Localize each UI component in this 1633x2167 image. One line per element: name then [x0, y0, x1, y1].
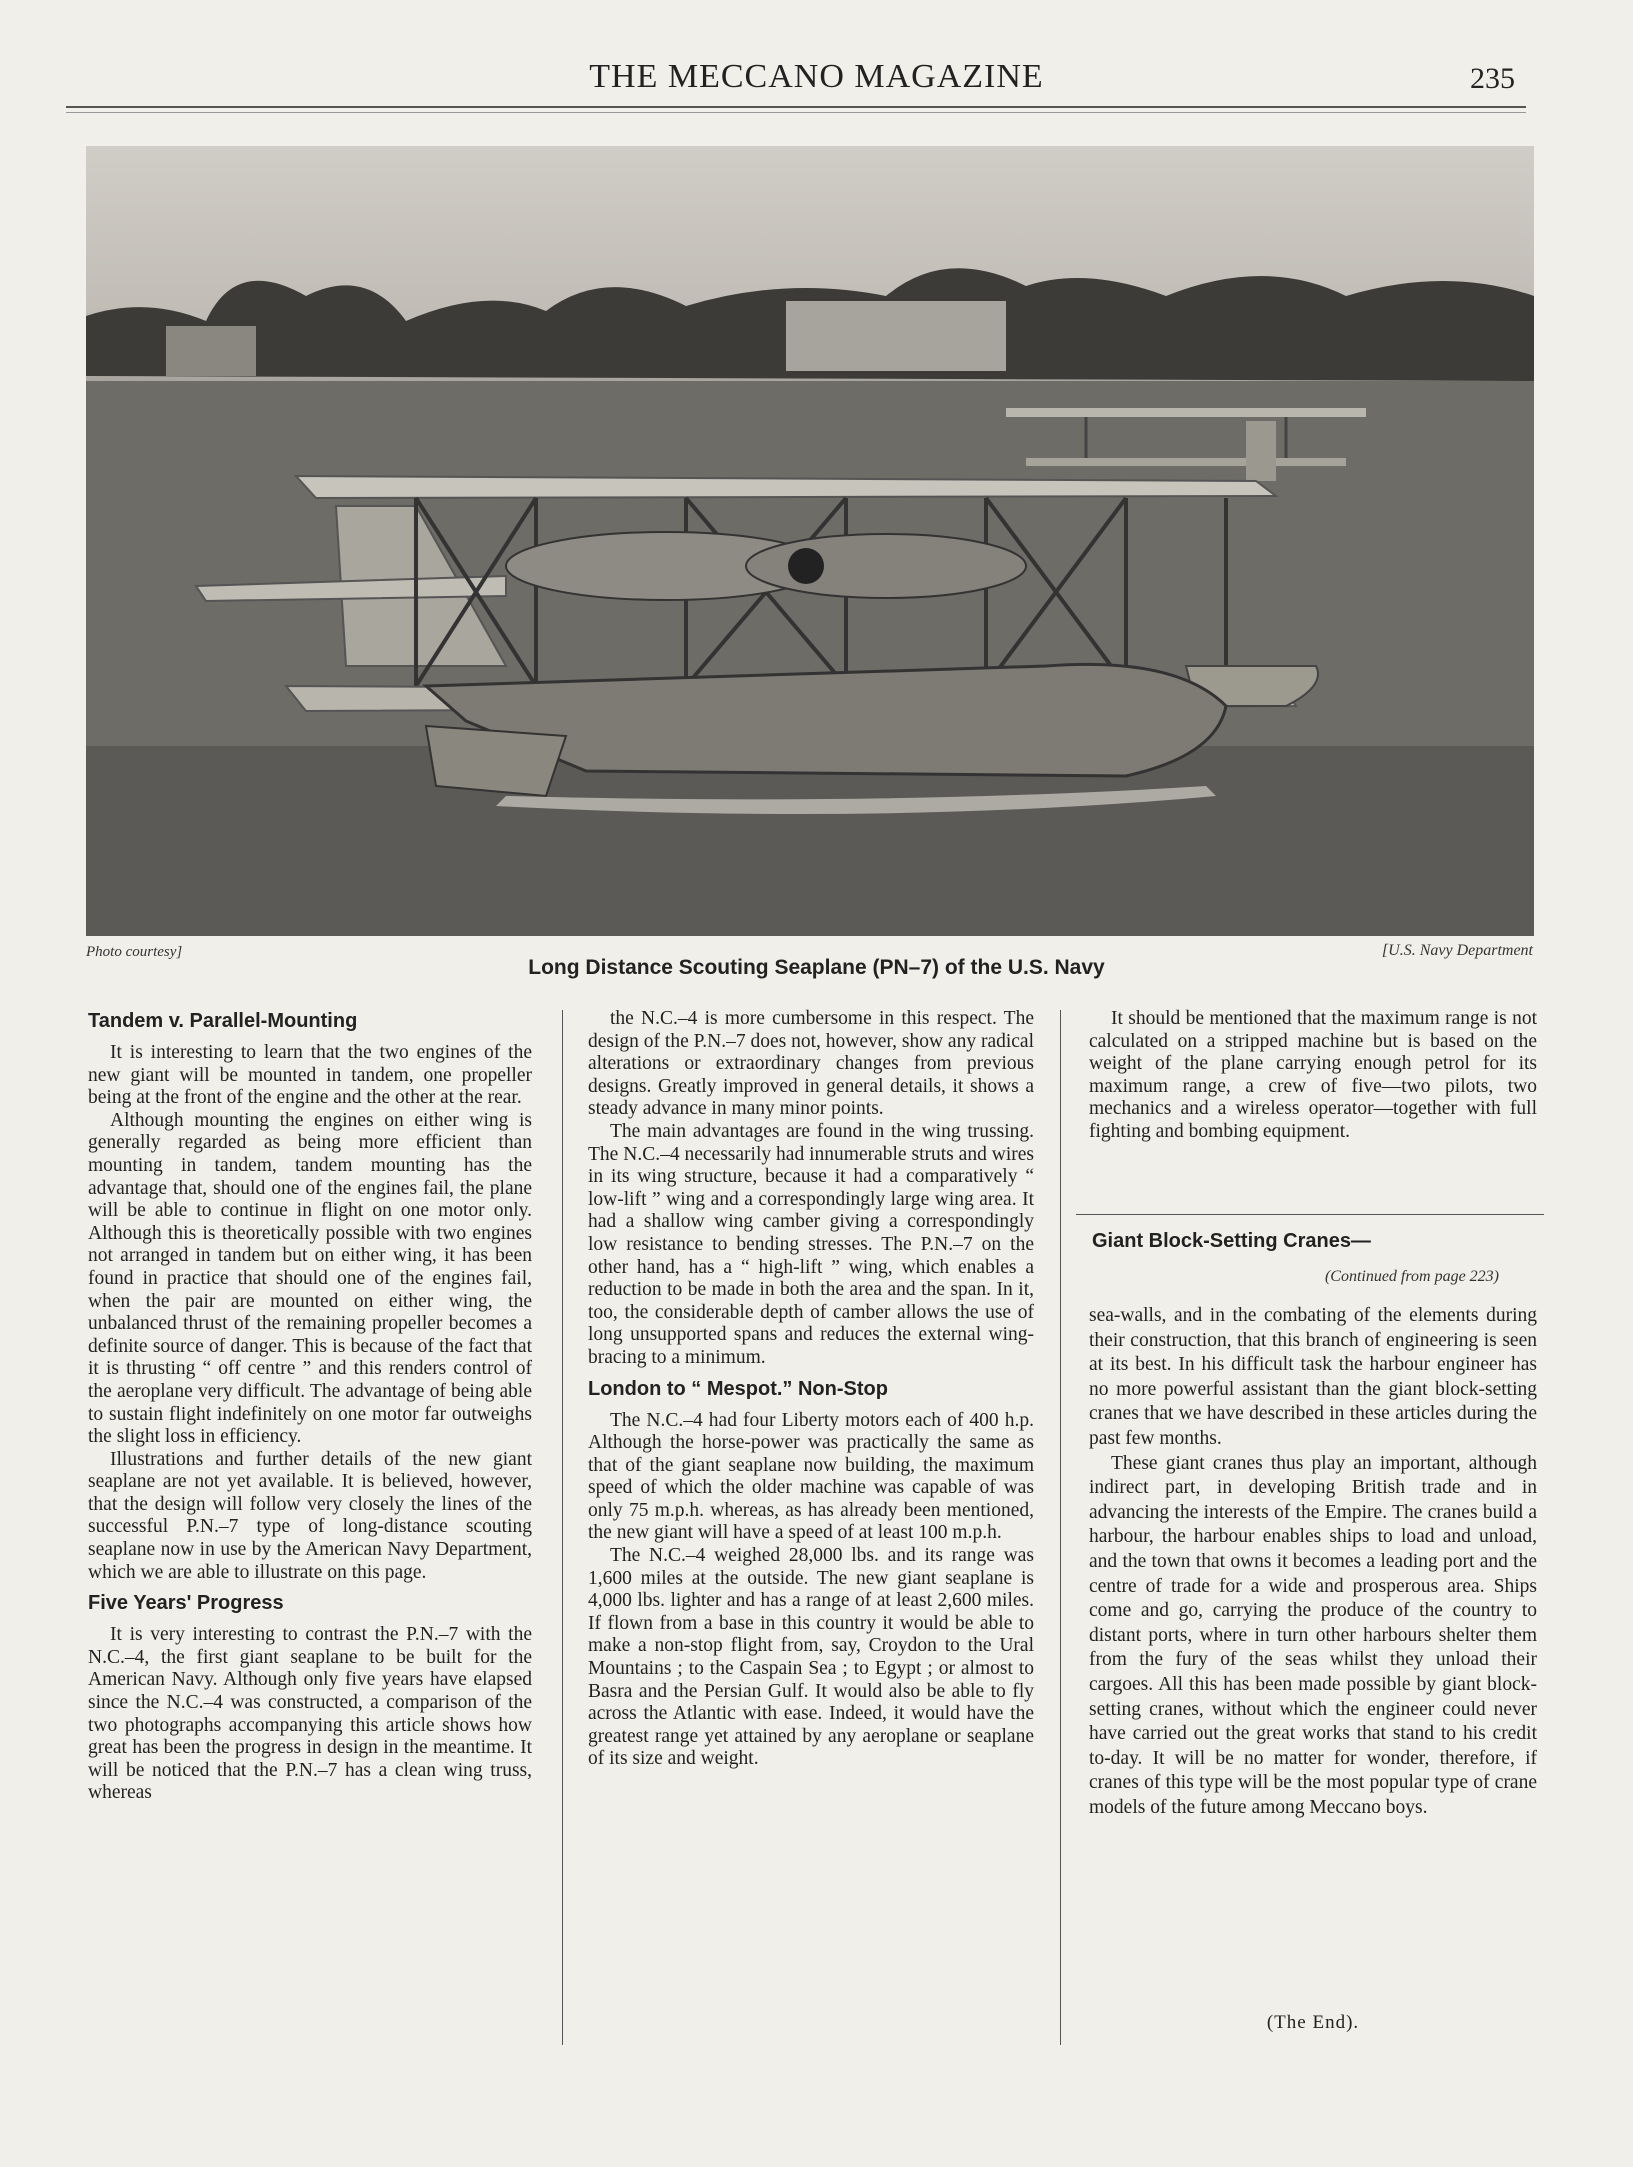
column-right-top [1089, 1008, 1537, 1144]
column-rule [562, 1010, 563, 2045]
column-left [88, 1008, 532, 1805]
paragraph: It is interesting to learn that the two engines of the new giant will be mounted in tandem, one propeller being at the front of the engine and the other at the rear. [88, 1042, 532, 1109]
seaplane-illustration [86, 146, 1534, 936]
paragraph: the N.C.–4 is more cumbersome in this respect. The design of the P.N.–7 does not, however, show any radical alterations or extraordinary changes from previous designs. Greatly improved in general details, it shows a steady advance in many minor points. [588, 1008, 1035, 1120]
magazine-title: THE MECCANO MAGAZINE [589, 58, 1044, 95]
column-middle [588, 1008, 1034, 1771]
paragraph: It should be mentioned that the maximum range is not calculated on a stripped machine but is based on the weight of the plane carrying enough petrol for its maximum range, a crew of five—two pilots, two mechanics and a wireless operator—together with full fighting and bombing equipment. [1089, 1008, 1537, 1142]
photo-caption: Long Distance Scouting Seaplane (PN–7) of the U.S. Navy [528, 956, 1105, 979]
column-right-bottom [1089, 1304, 1537, 1820]
paragraph: Although mounting the engines on either wing is generally regarded as being more efficient than mounting in tandem, tandem mounting has the advantage that, should one of the engines fail, the plane will be able to continue in flight on one motor only. Although this is theoretically possible with two engines not arranged in tandem but on either wing, it has been found in practice that should one of the engines fail, when the pair are mounted on either wing, the unbalanced thrust of the remaining propeller becomes a definite source of danger. This is because of the fact that it is thrusting “ off centre ” and this renders control of the aeroplane very difficult. The advantage of being able to sustain flight indefinitely on one motor far outweighs the slight loss in efficiency. [88, 1109, 532, 1448]
photo-credit-left: Photo courtesy] [86, 944, 183, 960]
paragraph: The N.C.–4 weighed 28,000 lbs. and its range was 1,600 miles at the outside. The new giant seaplane is 4,000 lbs. lighter and has a range of at least 2,600 miles. If flown from a base in this country it would be able to make a non-stop flight from, say, Croydon to the Ural Mountains ; to the Caspain Sea ; to Egypt ; or almost to Basra and the Persian Gulf. It would also be able to fly across the Atlantic with ease. Indeed, it would have the greatest range yet attained by any aeroplane or seaplane of its size and weight. [588, 1545, 1034, 1770]
paragraph: sea-walls, and in the combating of the elements during their construction, that this branch of engineering is seen at its best. In his difficult task the harbour engineer has no more powerful assistant than the giant block-setting cranes that we have described in these articles during the past few months. [1089, 1305, 1537, 1449]
paragraph: These giant cranes thus play an important, although indirect part, in developing British trade and in advancing the interests of the Empire. The cranes build a harbour, the harbour enables ships to load and unload, and the town that owns it becomes a leading port and the centre of trade for a wide and prosperous area. Ships come and go, carrying the produce of the country to distant ports, where in turn other harbours shelter them from the fury of the seas whilst they unload their cargoes. All this has been made possible by giant block-setting cranes, without which the engineer could never have carried out the great works that stand to his credit to-day. It will be no matter for wonder, therefore, if cranes of this type will be the most popular type of crane models of the future among Meccano boys. [1089, 1452, 1537, 1818]
section-heading: Tandem v. Parallel-Mounting [88, 1010, 358, 1032]
header-rule [66, 106, 1526, 108]
section-heading: Giant Block-Setting Cranes— [1092, 1230, 1371, 1252]
section-heading: Five Years' Progress [88, 1592, 284, 1615]
the-end: (The End). [1266, 2012, 1360, 2033]
paragraph: The N.C.–4 had four Liberty motors each of 400 h.p. Although the horse-power was practically the same as that of the giant seaplane now building, the maximum speed of which the older machine was capable of was only 75 m.p.h. whereas, as has already been mentioned, the new giant will have a speed of at least 100 m.p.h. [588, 1409, 1034, 1544]
photo-credit-right: [U.S. Navy Department [1381, 942, 1533, 959]
header-rule-thin [66, 112, 1526, 113]
continued-note: (Continued from page 223) [1324, 1268, 1499, 1285]
paragraph: Illustrations and further details of the new giant seaplane are not yet available. It is believed, however, that the design will follow very closely the lines of the successful P.N.–7 type of long-distance scouting seaplane now in use by the American Navy Department, which we are able to illustrate on this page. [88, 1448, 532, 1583]
section-rule [1076, 1214, 1544, 1215]
paragraph: The main advantages are found in the wing trussing. The N.C.–4 necessarily had innumerable struts and wires in its wing structure, because it had a comparatively “ low-lift ” wing and a correspondingly large wing area. It had a shallow wing camber giving a correspondingly low resistance to bending stresses. The P.N.–7 on the other hand, has a “ high-lift ” wing, which enables a reduction to be made in both the area and the span. In it, too, the considerable depth of camber allows the use of long unsupported spans and reduces the external wing-bracing to a minimum. [588, 1120, 1034, 1368]
paragraph: It is very interesting to contrast the P.N.–7 with the N.C.–4, the first giant seaplane to be built for the American Navy. Although only five years have elapsed since the N.C.–4 was constructed, a comparison of the two photographs accompanying this article shows how great has been the progress in design in the meantime. It will be noticed that the P.N.–7 has a clean wing truss, whereas [88, 1624, 532, 1804]
distant-building [166, 326, 256, 376]
section-heading: London to “ Mespot.” Non-Stop [588, 1377, 888, 1400]
column-rule [1060, 1010, 1061, 2045]
page-number: 235 [1470, 62, 1515, 95]
seaplane-photo [86, 146, 1534, 936]
distant-building [786, 301, 1006, 371]
